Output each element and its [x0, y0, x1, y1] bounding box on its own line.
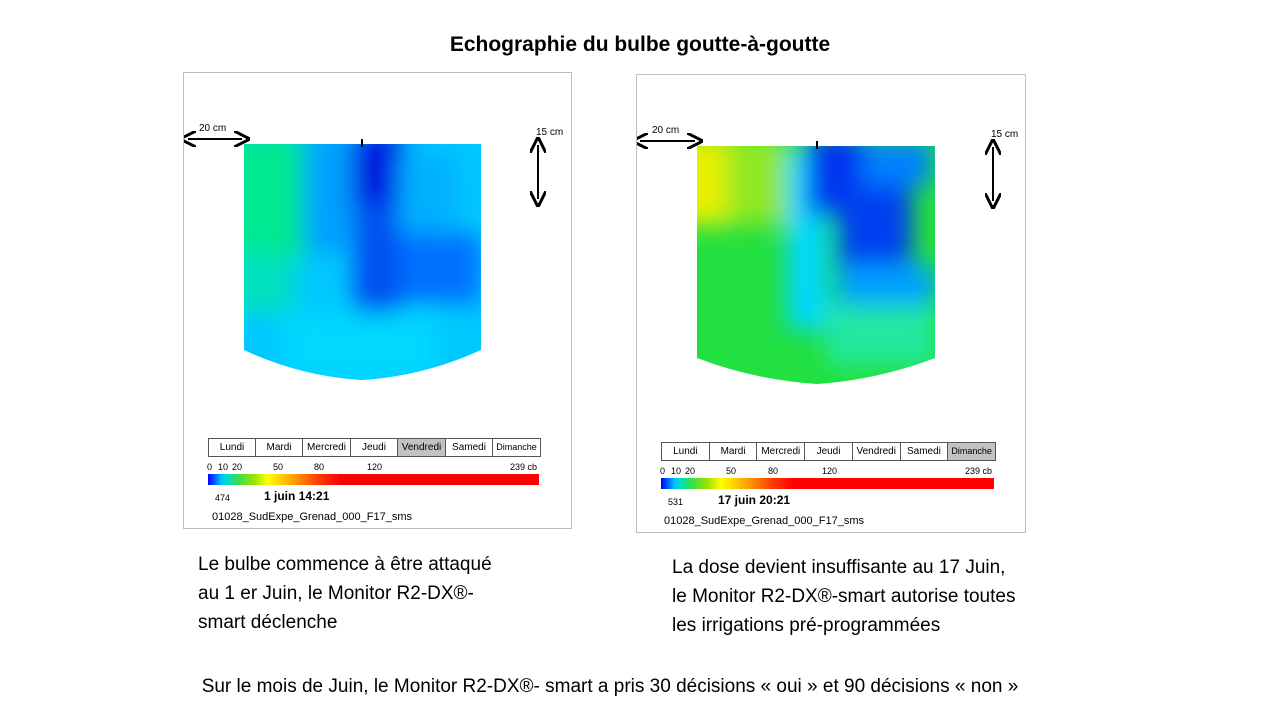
page-title: Echographie du bulbe goutte-à-goutte: [449, 33, 831, 56]
day-sunday[interactable]: Dimanche: [496, 442, 537, 452]
day-monday[interactable]: Lundi: [209, 439, 256, 456]
day-selector: [661, 442, 996, 461]
day-selector: [208, 438, 541, 457]
caption-line: smart déclenche: [198, 612, 338, 633]
day-tuesday[interactable]: Mardi: [710, 443, 758, 460]
scale-tick: 80: [768, 466, 779, 476]
scale-tick: 0: [207, 462, 213, 472]
caption-line: les irrigations pré-programmées: [672, 615, 941, 636]
filename: 01028_SudExpe_Grenad_000_F17_sms: [664, 515, 864, 527]
summary-text: Sur le mois de Juin, le Monitor R2-DX®- smart a pris 30 décisions « oui » et 90 décisions « non »: [201, 676, 1019, 697]
scale-tick: 80: [314, 462, 325, 472]
width-label: 20 cm: [652, 125, 680, 136]
bulb-heatmap-left: [184, 73, 571, 528]
echography-panel-right: [636, 74, 1026, 533]
echography-panel-left: [183, 72, 572, 529]
timestamp: 1 juin 14:21: [264, 489, 330, 503]
scale-tick: 0: [660, 466, 666, 476]
record-counter: 474: [215, 493, 231, 503]
record-counter: 531: [668, 497, 684, 507]
scale-tick: 120: [822, 466, 838, 476]
day-wednesday[interactable]: Mercredi: [303, 439, 351, 456]
depth-label: 15 cm: [991, 129, 1019, 140]
color-scale-bar: [208, 474, 539, 485]
bulb-heatmap-right: [637, 75, 1025, 532]
scale-tick: 239 cb: [510, 462, 538, 472]
day-sunday-selected[interactable]: Dimanche: [948, 443, 995, 460]
scale-tick: 10: [671, 466, 682, 476]
scale-tick: 20: [232, 462, 243, 472]
day-friday-selected[interactable]: Vendredi: [398, 439, 446, 456]
width-label: 20 cm: [199, 123, 227, 134]
day-thursday[interactable]: Jeudi: [805, 443, 853, 460]
caption-left: [198, 550, 492, 637]
day-saturday[interactable]: Samedi: [901, 443, 949, 460]
filename: 01028_SudExpe_Grenad_000_F17_sms: [212, 511, 412, 523]
timestamp: 17 juin 20:21: [718, 493, 791, 507]
caption-line: le Monitor R2-DX®-smart autorise toutes: [672, 586, 1016, 607]
day-saturday[interactable]: Samedi: [446, 439, 493, 456]
caption-line: au 1 er Juin, le Monitor R2-DX®-: [198, 583, 474, 604]
scale-tick: 50: [273, 462, 284, 472]
color-scale-bar: [661, 478, 994, 489]
caption-right: [672, 553, 1015, 640]
day-thursday[interactable]: Jeudi: [351, 439, 398, 456]
scale-tick: 20: [685, 466, 696, 476]
scale-tick: 239 cb: [965, 466, 993, 476]
caption-line: Le bulbe commence à être attaqué: [198, 554, 492, 575]
depth-label: 15 cm: [536, 127, 564, 138]
day-tuesday[interactable]: Mardi: [256, 439, 303, 456]
day-monday[interactable]: Lundi: [662, 443, 710, 460]
day-wednesday[interactable]: Mercredi: [757, 443, 805, 460]
scale-tick: 50: [726, 466, 737, 476]
scale-tick: 10: [218, 462, 229, 472]
scale-tick: 120: [367, 462, 383, 472]
caption-line: La dose devient insuffisante au 17 Juin,: [672, 557, 1006, 578]
day-friday[interactable]: Vendredi: [853, 443, 901, 460]
